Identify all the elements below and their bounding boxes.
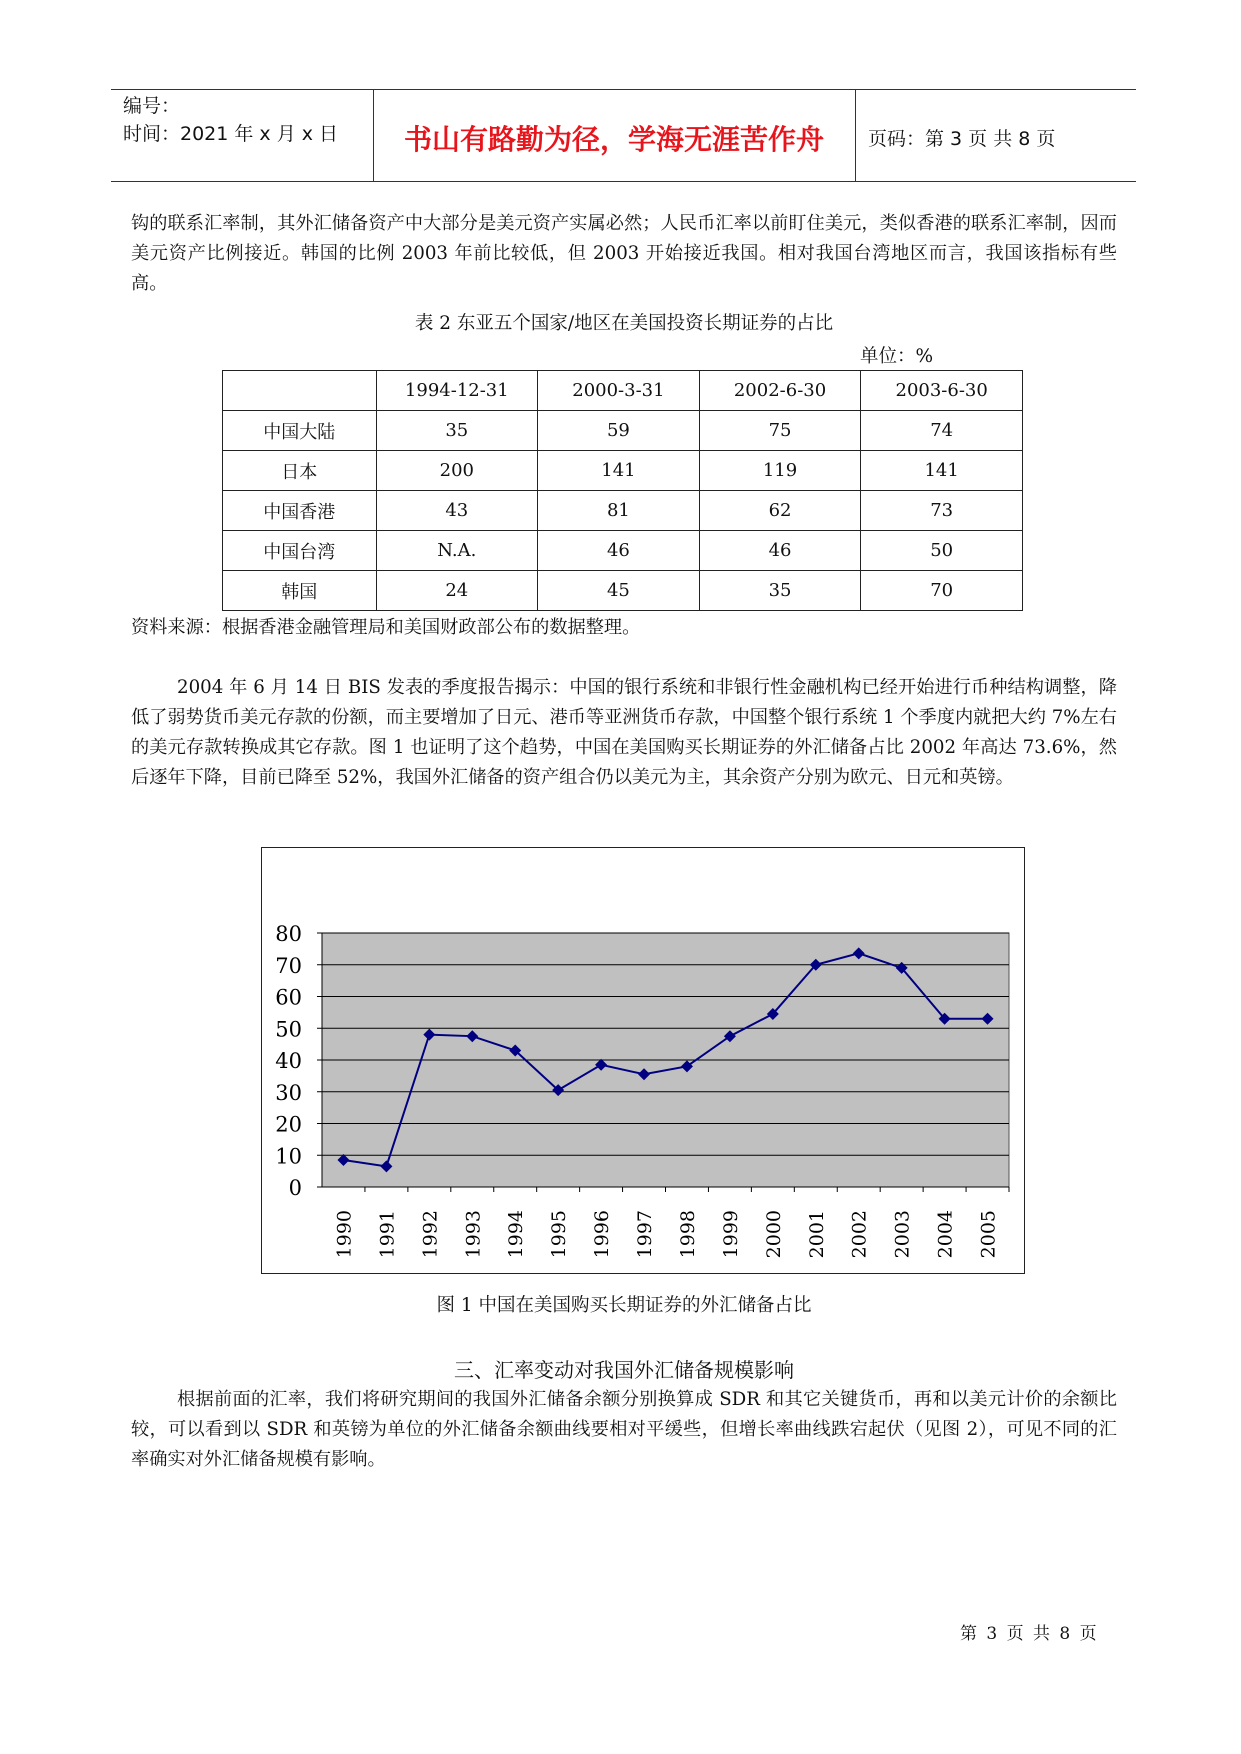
section-heading: 三、汇率变动对我国外汇储备规模影响 bbox=[454, 1358, 794, 1382]
table-unit: 单位：% bbox=[860, 346, 934, 367]
chart-x-tick-label: 1990 bbox=[333, 1210, 356, 1259]
table-cell: 24 bbox=[376, 571, 538, 611]
chart-y-tick-label: 50 bbox=[275, 1017, 302, 1042]
page-footer: 第 3 页 共 8 页 bbox=[960, 1624, 1099, 1644]
chart-x-tick-label: 2005 bbox=[977, 1210, 1000, 1259]
chart-y-tick-label: 80 bbox=[275, 922, 302, 946]
chart-x-tick-label: 1997 bbox=[634, 1210, 657, 1259]
table-cell: 73 bbox=[861, 491, 1023, 531]
chart-y-tick-label: 60 bbox=[275, 985, 302, 1010]
chart-y-axis bbox=[275, 922, 322, 1200]
chart-x-tick-label: 1999 bbox=[719, 1210, 742, 1259]
table-cell: 81 bbox=[538, 491, 700, 531]
table-cell: 119 bbox=[699, 451, 861, 491]
table-cell: 62 bbox=[699, 491, 861, 531]
table-cell: 中国大陆 bbox=[223, 411, 377, 451]
chart-y-tick-label: 30 bbox=[275, 1080, 302, 1105]
table-cell: 中国香港 bbox=[223, 491, 377, 531]
chart-x-tick-label: 1994 bbox=[505, 1210, 528, 1259]
table-header-cell: 1994-12-31 bbox=[376, 371, 538, 411]
chart-x-tick-label: 1993 bbox=[462, 1210, 485, 1259]
chart-x-tick-label: 1998 bbox=[676, 1210, 699, 1259]
table-header-cell: 2000-3-31 bbox=[538, 371, 700, 411]
table-caption: 表 2 东亚五个国家/地区在美国投资长期证券的占比 bbox=[414, 313, 834, 334]
table-cell: N.A. bbox=[376, 531, 538, 571]
table-header-cell: 2002-6-30 bbox=[699, 371, 861, 411]
table-cell: 日本 bbox=[223, 451, 377, 491]
chart-x-tick-label: 2004 bbox=[934, 1210, 957, 1259]
chart-y-tick-label: 0 bbox=[288, 1176, 302, 1200]
table-cell: 43 bbox=[376, 491, 538, 531]
chart-grid bbox=[322, 933, 1009, 1187]
table-cell: 35 bbox=[699, 571, 861, 611]
table-cell: 141 bbox=[538, 451, 700, 491]
chart-x-tick-label: 2001 bbox=[805, 1210, 828, 1259]
table-cell: 中国台湾 bbox=[223, 531, 377, 571]
header-page-number: 页码：第 3 页 共 8 页 bbox=[868, 128, 1056, 150]
table-cell: 35 bbox=[376, 411, 538, 451]
chart-y-tick-label: 20 bbox=[275, 1112, 302, 1137]
table-cell: 50 bbox=[861, 531, 1023, 571]
chart-y-tick-label: 70 bbox=[275, 953, 302, 978]
table-cell: 75 bbox=[699, 411, 861, 451]
table-header-cell: 2003-6-30 bbox=[861, 371, 1023, 411]
header-motto: 书山有路勤为径，学海无涯苦作舟 bbox=[403, 123, 824, 156]
chart-y-tick-label: 40 bbox=[275, 1049, 302, 1073]
chart-x-tick-label: 1991 bbox=[376, 1210, 399, 1259]
table-cell: 74 bbox=[861, 411, 1023, 451]
chart-x-tick-label: 1995 bbox=[548, 1210, 571, 1259]
table-cell: 45 bbox=[538, 571, 700, 611]
header-time: 时间：2021 年 x 月 x 日 bbox=[123, 123, 339, 145]
chart-x-tick-label: 2000 bbox=[762, 1210, 785, 1259]
paragraph-3: 根据前面的汇率，我们将研究期间的我国外汇储备余额分别换算成 SDR 和其它关键货币，再和以美元计价的余额比较，可以看到以 SDR 和英镑为单位的外汇储备余额曲线要相对平缓些，但增长率曲线跌宕起伏（见图 2），可见不同的汇率确实对外汇储备规模有影响。 bbox=[131, 1389, 1117, 1470]
table-cell: 141 bbox=[861, 451, 1023, 491]
table-cell: 46 bbox=[699, 531, 861, 571]
chart-x-tick-label: 2003 bbox=[891, 1210, 914, 1259]
table-cell: 韩国 bbox=[223, 571, 377, 611]
table-cell: 46 bbox=[538, 531, 700, 571]
table-cell: 70 bbox=[861, 571, 1023, 611]
paragraph-2: 2004 年 6 月 14 日 BIS 发表的季度报告揭示：中国的银行系统和非银行性金融机构已经开始进行币种结构调整，降低了弱势货币美元存款的份额，而主要增加了日元、港币等亚洲货币存款，中国整个银行系统 1 个季度内就把大约 7%左右的美元存款转换成其它存款。图 1 也证明了这个趋势，中国在美国购买长期证券的外汇储备占比 2002 年高达 73.6%，然后逐年下降，目前已降至 52%，我国外汇储备的资产组合仍以美元为主，其余资产分别为欧元、日元和英镑。 bbox=[131, 677, 1117, 788]
table-cell: 200 bbox=[376, 451, 538, 491]
chart-x-tick-label: 1992 bbox=[419, 1210, 442, 1259]
chart-x-tick-label: 2002 bbox=[848, 1210, 871, 1259]
header-number: 编号： bbox=[123, 95, 181, 117]
paragraph-1: 钩的联系汇率制，其外汇储备资产中大部分是美元资产实属必然；人民币汇率以前盯住美元，类似香港的联系汇率制，因而美元资产比例接近。韩国的比例 2003 年前比较低，但 2003 开始接近我国。相对我国台湾地区而言，我国该指标有些高。 bbox=[131, 213, 1117, 294]
chart-x-tick-label: 1996 bbox=[591, 1210, 614, 1259]
figure-caption: 图 1 中国在美国购买长期证券的外汇储备占比 bbox=[436, 1295, 812, 1316]
chart-x-axis bbox=[322, 1187, 1009, 1258]
table-source: 资料来源：根据香港金融管理局和美国财政部公布的数据整理。 bbox=[131, 617, 641, 638]
table-cell: 59 bbox=[538, 411, 700, 451]
chart-y-tick-label: 10 bbox=[275, 1144, 302, 1169]
